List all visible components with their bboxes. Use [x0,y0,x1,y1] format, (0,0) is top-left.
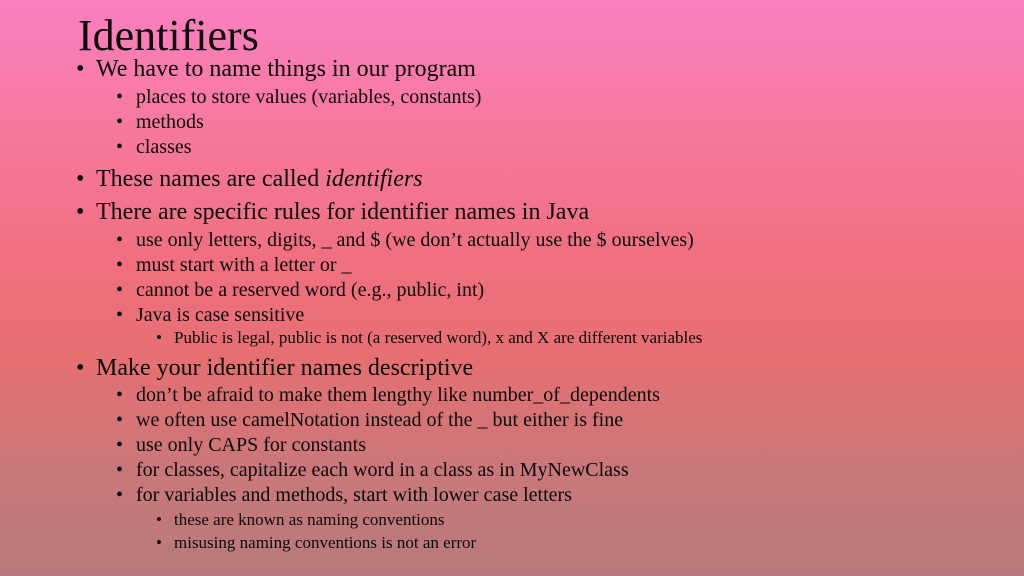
bullet-marker: • [76,355,85,381]
sub-bullet-item [116,228,694,252]
bullet-text: for variables and methods, start with lower case letters [136,484,572,506]
bullet-marker: • [116,409,124,431]
bullet-text: must start with a letter or _ [136,254,352,276]
sub-bullet-item [116,253,352,277]
bullet-text: for classes, capitalize each word in a class as in MyNewClass [136,459,629,481]
bullet-marker: • [116,279,124,301]
bullet-marker: • [116,254,124,276]
sub-bullet-item [116,303,304,327]
bullet-text: Java is case sensitive [136,304,305,326]
sub-sub-bullet-item [156,510,445,530]
bullet-text: use only CAPS for constants [136,434,366,456]
bullet-text: These names are called [96,166,326,192]
bullet-text: Public is legal, public is not (a reserved word), x and X are different variables [174,328,703,347]
bullet-marker: • [76,166,85,192]
bullet-text: we often use camelNotation instead of the _ but either is fine [136,409,624,431]
bullet-marker: • [116,484,124,506]
sub-sub-bullet-item [156,533,476,553]
bullet-marker: • [116,229,124,251]
bullet-text: places to store values (variables, constants) [136,86,482,108]
bullet-item [76,198,589,226]
sub-bullet-item [116,408,623,432]
bullet-marker: • [116,434,124,456]
bullet-item [76,354,473,382]
bullet-marker: • [76,199,85,225]
bullet-text: misusing naming conventions is not an error [174,533,477,552]
sub-bullet-item [116,85,481,109]
bullet-marker: • [76,56,85,82]
bullet-text: We have to name things in our program [96,56,476,82]
bullet-text: Make your identifier names descriptive [96,355,474,381]
sub-bullet-item [116,458,629,482]
bullet-emphasis: identifiers [325,166,423,192]
bullet-text: use only letters, digits, _ and $ (we don’t actually use the $ ourselves) [136,229,694,251]
bullet-marker: • [116,384,124,406]
bullet-marker: • [116,136,124,158]
bullet-text: these are known as naming conventions [174,510,445,529]
bullet-marker: • [116,86,124,108]
bullet-text: methods [136,111,204,133]
bullet-marker: • [116,304,124,326]
bullet-marker: • [156,533,162,552]
slide-title: Identifiers [78,11,259,60]
bullet-text: cannot be a reserved word (e.g., public, int) [136,279,485,301]
bullet-marker: • [156,510,162,529]
bullet-text: classes [136,136,192,158]
bullet-marker: • [156,328,162,347]
bullet-text: There are specific rules for identifier names in Java [96,199,590,225]
sub-bullet-item [116,278,484,302]
sub-bullet-item [116,483,572,507]
sub-sub-bullet-item [156,328,702,348]
sub-bullet-item [116,433,366,457]
sub-bullet-item [116,110,204,134]
sub-bullet-item [116,135,192,159]
bullet-item [76,55,476,83]
bullet-marker: • [116,111,124,133]
bullet-text: don’t be afraid to make them lengthy like number_of_dependents [136,384,660,406]
bullet-item [76,165,423,193]
sub-bullet-item [116,383,660,407]
bullet-marker: • [116,459,124,481]
